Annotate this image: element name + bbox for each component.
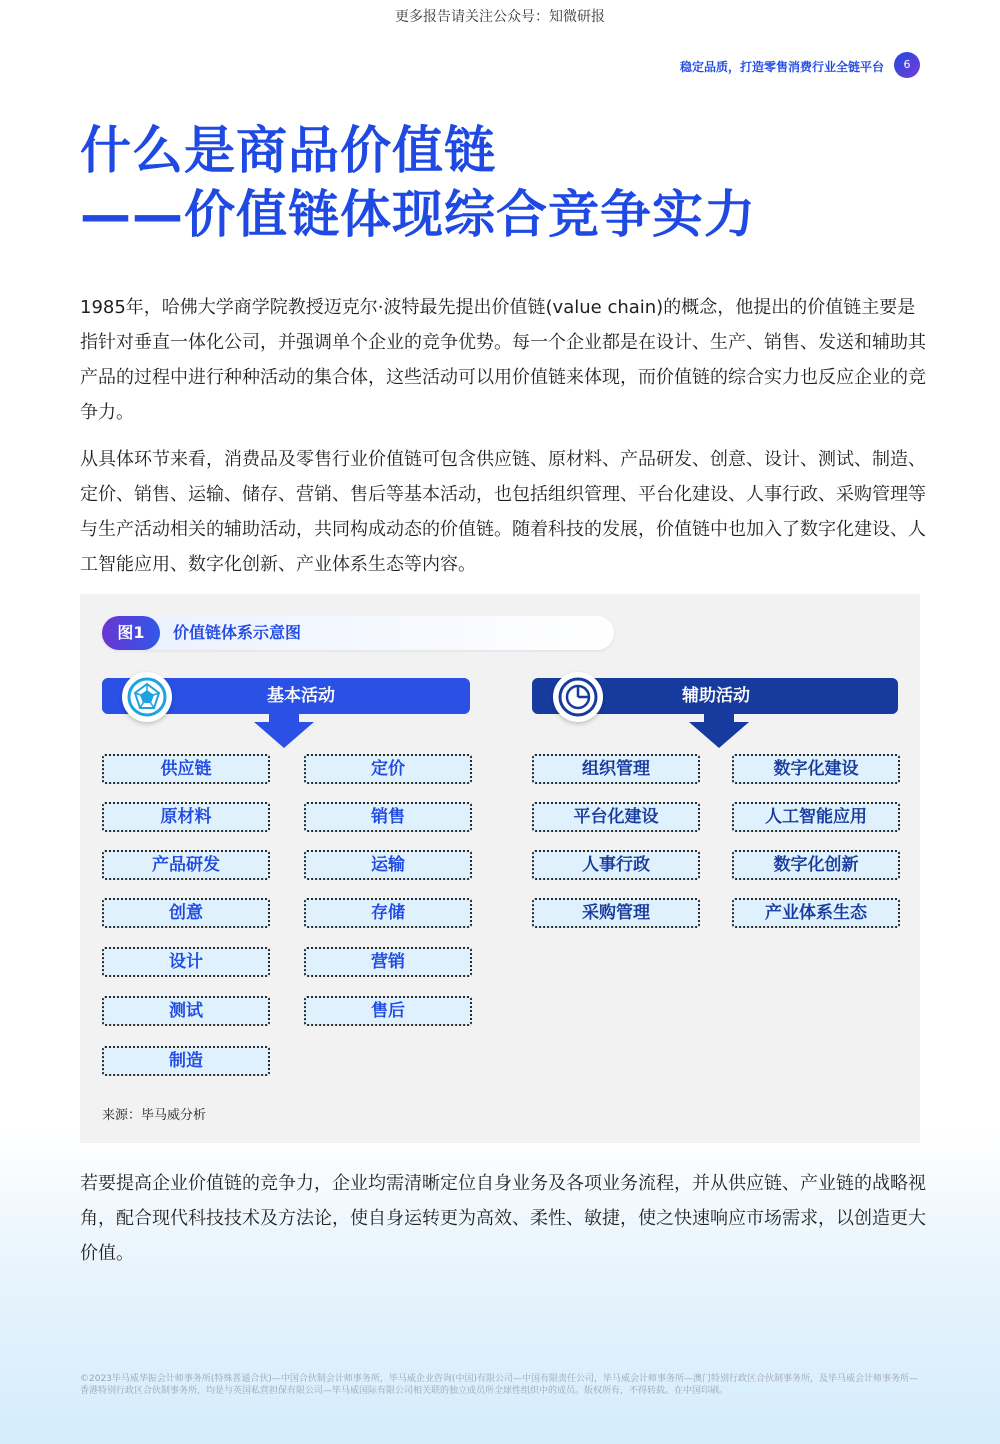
basic-activity-box: 制造 <box>102 1046 270 1076</box>
basic-activity-box: 售后 <box>304 996 472 1026</box>
figure-source: 来源：毕马威分析 <box>102 1108 207 1123</box>
support-activities-title: 辅助活动 <box>682 686 750 706</box>
support-activity-box: 人工智能应用 <box>732 802 900 832</box>
basic-activity-box: 运输 <box>304 850 472 880</box>
basic-activity-box: 存储 <box>304 898 472 928</box>
basic-activities-title: 基本活动 <box>267 686 335 706</box>
basic-activity-box: 创意 <box>102 898 270 928</box>
support-activity-box: 数字化建设 <box>732 754 900 784</box>
copyright-footer: ©2023毕马威华振会计师事务所(特殊普通合伙)—中国合伙制会计师事务所，毕马威企业咨询(中国)有限公司—中国有限责任公司，毕马威会计师事务所—澳门特别行政区合伙制事务所，及毕马威会计师事务所—香港特别行政区合伙制事务所，均是与英国私营担保有限公司—毕马威国际有限公司相关联的独立成员所全球性组织中的成员。版权所有，不得转载。在中国印刷。 <box>80 1374 918 1396</box>
basic-activity-box: 测试 <box>102 996 270 1026</box>
intro-paragraph: 1985年，哈佛大学商学院教授迈克尔·波特最先提出价值链(value chain)的概念，他提出的价值链主要是指针对垂直一体化公司，并强调单个企业的竞争优势。每一个企业都是在设计、生产、销售、发送和辅助其产品的过程中进行种种活动的集合体，这些活动可以用价值链来体现，而价值链的综合实力也反应企业的竞争力。 <box>80 297 926 423</box>
basic-activity-box: 销售 <box>304 802 472 832</box>
conclusion-paragraph: 若要提高企业价值链的竞争力，企业均需清晰定位自身业务及各项业务流程，并从供应链、产业链的战略视角，配合现代科技技术及方法论，使自身运转更为高效、柔性、敏捷，使之快速响应市场需求，以创造更大价值。 <box>80 1173 926 1264</box>
support-activity-box: 平台化建设 <box>532 802 700 832</box>
radar-chart-icon <box>122 672 172 722</box>
page-number-badge: 6 <box>894 52 920 78</box>
basic-activity-box: 供应链 <box>102 754 270 784</box>
basic-activity-box: 设计 <box>102 947 270 977</box>
basic-activity-box: 营销 <box>304 947 472 977</box>
basic-activity-box: 定价 <box>304 754 472 784</box>
detail-paragraph: 从具体环节来看，消费品及零售行业价值链可包含供应链、原材料、产品研发、创意、设计、测试、制造、定价、销售、运输、储存、营销、售后等基本活动，也包括组织管理、平台化建设、人事行政、采购管理等与生产活动相关的辅助活动，共同构成动态的价值链。随着科技的发展，价值链中也加入了数字化建设、人工智能应用、数字化创新、产业体系生态等内容。 <box>80 449 926 575</box>
support-down-arrow-icon <box>689 722 749 748</box>
support-activity-box: 采购管理 <box>532 898 700 928</box>
top-note: 更多报告请关注公众号：知微研报 <box>395 9 605 25</box>
page-title <box>80 120 756 248</box>
support-activity-box: 数字化创新 <box>732 850 900 880</box>
basic-down-arrow-icon <box>254 722 314 748</box>
value-chain-figure <box>80 594 920 1143</box>
support-activity-box: 产业体系生态 <box>732 898 900 928</box>
pie-chart-icon <box>553 672 603 722</box>
basic-activity-box: 产品研发 <box>102 850 270 880</box>
header-tagline: 稳定品质，打造零售消费行业全链平台 <box>679 60 884 74</box>
title-line-2: ——价值链体现综合竞争实力 <box>80 186 757 245</box>
title-line-1: 什么是商品价值链 <box>80 122 497 181</box>
support-activity-box: 组织管理 <box>532 754 700 784</box>
support-activity-box: 人事行政 <box>532 850 700 880</box>
basic-activity-box: 原材料 <box>102 802 270 832</box>
figure-number-pill: 图1 <box>102 616 160 650</box>
figure-title: 价值链体系示意图 <box>173 623 302 642</box>
